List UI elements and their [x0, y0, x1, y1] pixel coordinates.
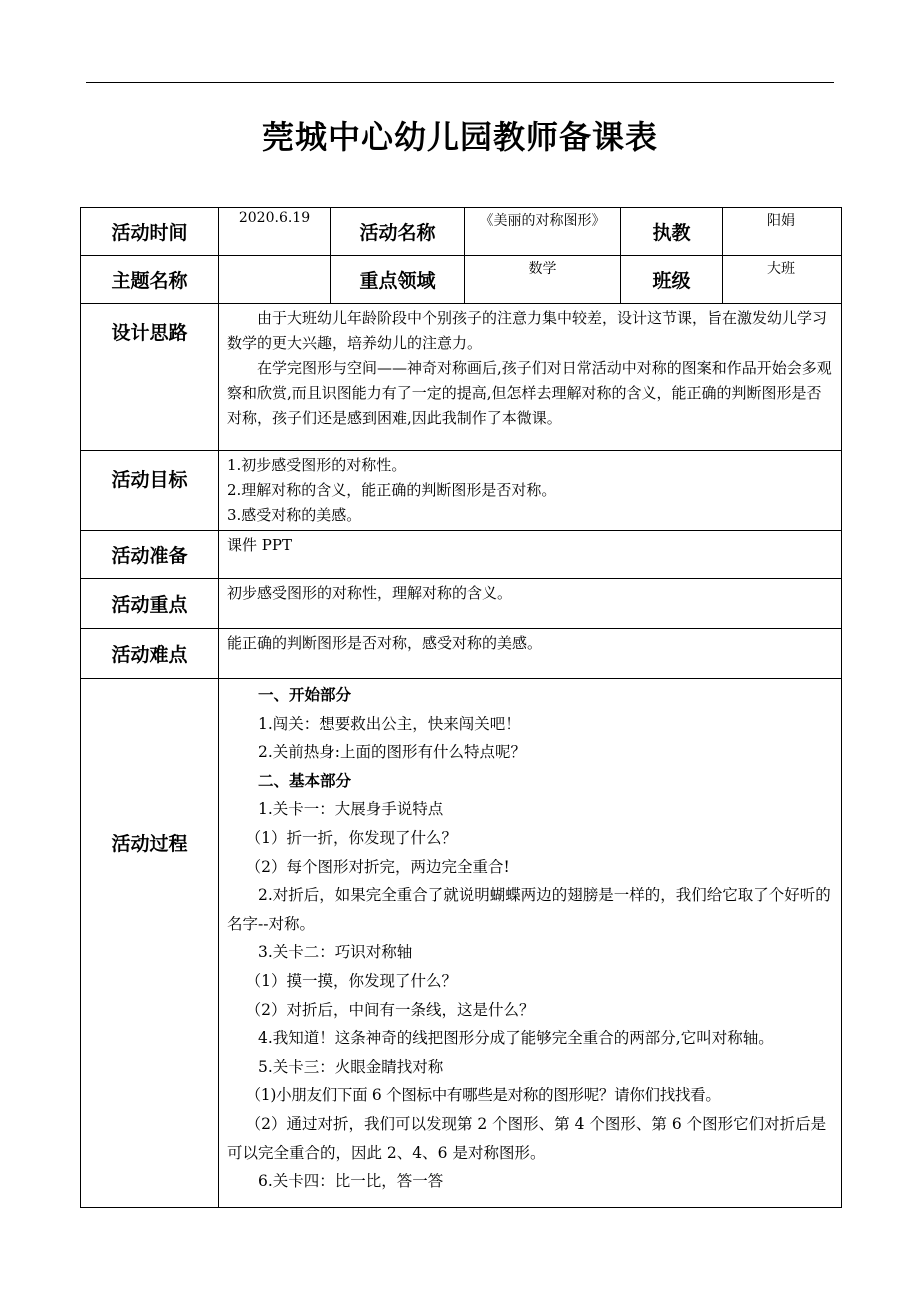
process-label: 活动过程 [81, 679, 219, 1208]
class-label: 班级 [621, 256, 723, 304]
row-activity-time [81, 208, 842, 256]
key-label: 活动重点 [81, 579, 219, 629]
difficulty-value: 能正确的判断图形是否对称，感受对称的美感。 [219, 629, 842, 679]
process-line: （2）通过对折，我们可以发现第 2 个图形、第 4 个图形、第 6 个图形它们对折后是可以完全重合的，因此 2、4、6 是对称图形。 [227, 1114, 827, 1162]
design-content [219, 304, 842, 451]
teacher-label: 执教 [621, 208, 723, 256]
page-title: 莞城中心幼儿园教师备课表 [261, 118, 658, 156]
row-key [81, 579, 842, 629]
prep-label: 活动准备 [81, 531, 219, 579]
process-heading: 二、基本部分 [258, 771, 352, 790]
process-line: （2）每个图形对折完，两边完全重合! [245, 857, 510, 876]
process-content [219, 679, 842, 1208]
header-rule [86, 82, 834, 83]
domain-label: 重点领域 [331, 256, 465, 304]
row-prep [81, 531, 842, 579]
row-process [81, 679, 842, 1208]
lesson-plan-table [80, 207, 842, 1208]
design-label: 设计思路 [81, 304, 219, 451]
row-theme [81, 256, 842, 304]
process-line: （1)小朋友们下面 6 个图标中有哪些是对称的图形呢？请你们找找看。 [245, 1086, 721, 1105]
process-line: 1.关卡一：大展身手说特点 [258, 800, 444, 819]
difficulty-label: 活动难点 [81, 629, 219, 679]
process-line: （2）对折后，中间有一条线，这是什么？ [245, 1000, 535, 1019]
domain-value: 数学 [465, 256, 621, 304]
process-line: 6.关卡四：比一比，答一答 [258, 1172, 444, 1191]
activity-time-label: 活动时间 [81, 208, 219, 256]
process-heading: 一、开始部分 [258, 686, 352, 704]
process-line: （1）摸一摸，你发现了什么？ [245, 971, 457, 990]
activity-time-value: 2020.6.19 [219, 208, 331, 256]
theme-value [219, 256, 331, 304]
goal-item: 3.感受对称的美感。 [227, 506, 362, 524]
prep-value: 课件 PPT [219, 531, 842, 579]
process-line: 2.对折后，如果完全重合了就说明蝴蝶两边的翅膀是一样的，我们给它取了个好听的名字--对称。 [227, 886, 831, 933]
activity-name-value: 《美丽的对称图形》 [465, 208, 621, 256]
row-goals [81, 451, 842, 531]
activity-name-label: 活动名称 [331, 208, 465, 256]
process-line: （1）折一折，你发现了什么？ [245, 828, 457, 847]
theme-label: 主题名称 [81, 256, 219, 304]
design-paragraph-2: 在学完图形与空间——神奇对称画后,孩子们对日常活动中对称的图案和作品开始会多观察和欣赏,而且识图能力有了一定的提高,但怎样去理解对称的含义，能正确的判断图形是否对称，孩子们还是感到困难,因此我制作了本微课。 [227, 359, 832, 427]
row-difficulty [81, 629, 842, 679]
goal-item: 1.初步感受图形的对称性。 [227, 456, 407, 474]
goal-item: 2.理解对称的含义，能正确的判断图形是否对称。 [227, 481, 557, 499]
teacher-value: 阳娟 [723, 208, 842, 256]
key-value: 初步感受图形的对称性，理解对称的含义。 [219, 579, 842, 629]
design-paragraph-1: 由于大班幼儿年龄阶段中个别孩子的注意力集中较差，设计这节课，旨在激发幼儿学习数学的更大兴趣，培养幼儿的注意力。 [227, 309, 828, 352]
process-line: 1.闯关：想要救出公主，快来闯关吧！ [258, 714, 521, 733]
process-line: 5.关卡三：火眼金睛找对称 [258, 1057, 444, 1076]
goals-label: 活动目标 [81, 451, 219, 531]
process-line: 4.我知道！这条神奇的线把图形分成了能够完全重合的两部分,它叫对称轴。 [258, 1029, 774, 1048]
row-design [81, 304, 842, 451]
process-line: 2.关前热身:上面的图形有什么特点呢？ [258, 743, 527, 762]
process-line: 3.关卡二：巧识对称轴 [258, 943, 413, 962]
goals-content [219, 451, 842, 531]
class-value: 大班 [723, 256, 842, 304]
